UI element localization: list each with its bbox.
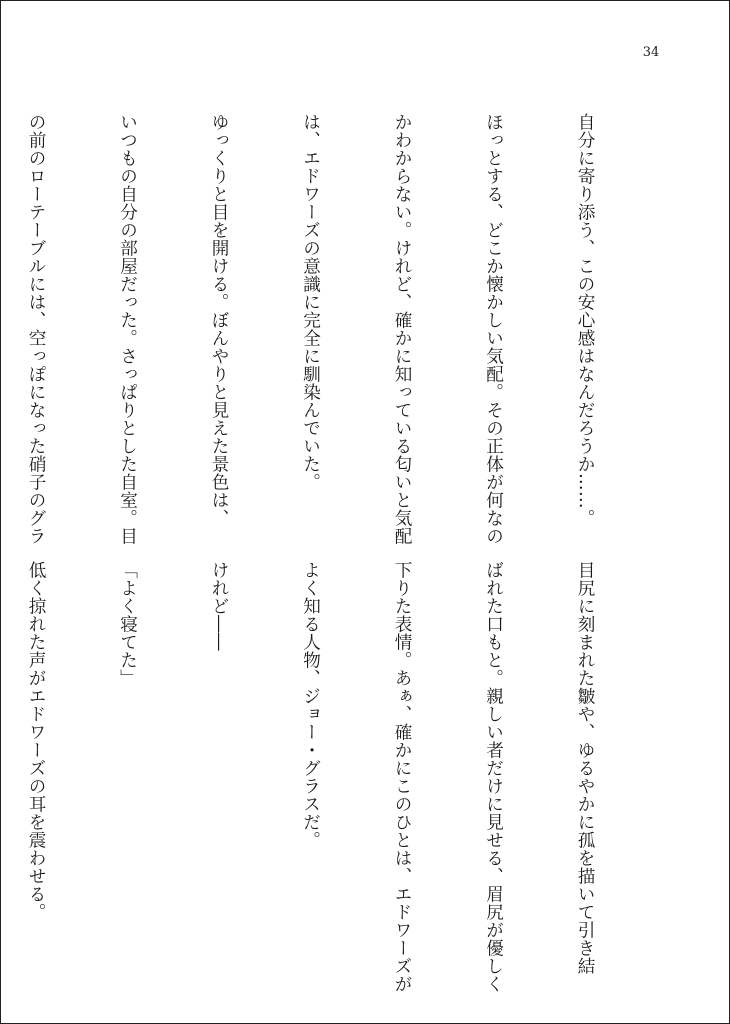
- text-line: 「よく寝てた」: [117, 561, 138, 687]
- text-line: ほっとする、どこか懐かしい気配。その正体が何なの: [483, 113, 504, 545]
- text-line: ゆっくりと目を開ける。ぼんやりと見えた景色は、: [209, 113, 229, 527]
- page-number: 34: [642, 45, 660, 60]
- text-line: よく知る人物、ジョー・グラスだ。: [300, 561, 321, 849]
- text-line: 低く掠れた声がエドワーズの耳を震わせる。: [26, 561, 46, 921]
- text-block-top: [26, 113, 661, 545]
- text-line: かわからない。けれど、確かに知っている匂いと気配: [392, 113, 412, 545]
- text-line: いつもの自分の部屋だった。さっぱりとした自室。目: [117, 113, 138, 545]
- text-line: 下りた表情。あぁ、確かにこのひとは、エドワーズが: [392, 561, 412, 993]
- text-line: は、エドワーズの意識に完全に馴染んでいた。: [300, 113, 321, 491]
- text-block-bottom: [26, 561, 661, 993]
- text-line: 自分に寄り添う、この安心感はなんだろうか……。: [575, 113, 595, 527]
- text-line: 目尻に刻まれた皺や、ゆるやかに孤を描いて引き結: [575, 561, 595, 975]
- text-line: ばれた口もと。親しい者だけに見せる、眉尻が優しく: [483, 561, 504, 993]
- text-line: の前のローテーブルには、空っぽになった硝子のグラ: [26, 113, 46, 545]
- text-line: けれど――: [209, 561, 229, 651]
